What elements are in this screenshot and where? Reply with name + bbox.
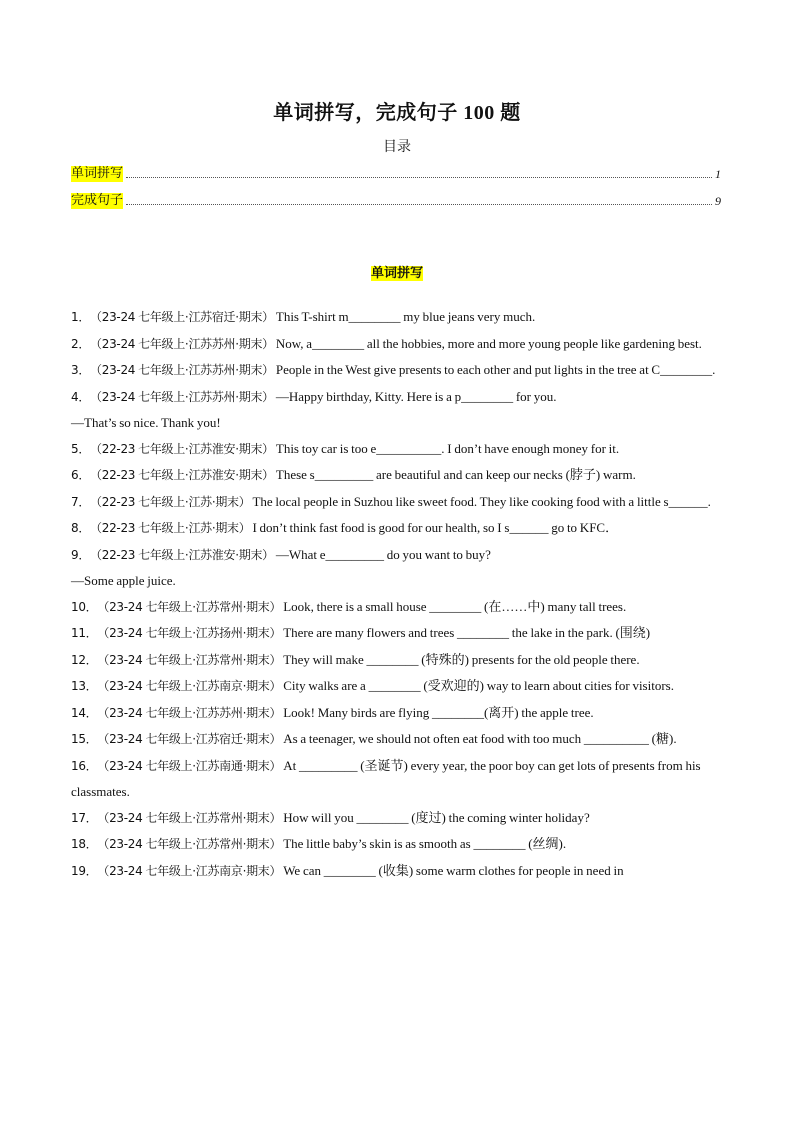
question-number: 15． xyxy=(71,732,98,746)
question-source: （23-24 七年级上·江苏常州·期末） xyxy=(103,810,282,825)
toc-item-complete-sentences[interactable] xyxy=(71,189,721,209)
document-title: 单词拼写，完成句子 100 题 xyxy=(273,102,521,124)
question-item xyxy=(71,357,723,384)
toc-item-word-spelling[interactable] xyxy=(71,162,721,182)
question-number: 18． xyxy=(71,837,98,851)
question-item xyxy=(71,489,723,516)
question-item xyxy=(71,647,723,674)
toc-item-page: 9 xyxy=(715,194,721,208)
question-item xyxy=(71,620,723,647)
question-source: （23-24 七年级上·江苏苏州·期末） xyxy=(96,336,274,351)
question-answer-line: —Some apple juice. xyxy=(71,573,176,588)
question-text: At _________ (圣诞节) every year, the poor boy can get lots of presents from his classmates. xyxy=(71,757,701,799)
question-text: There are many flowers and trees ________ the lake in the park. (围绕) xyxy=(283,625,651,640)
question-number: 11． xyxy=(71,626,98,640)
toc-dot-leader xyxy=(126,204,712,205)
question-text: The little baby’s skin is as smooth as ________ (丝绸). xyxy=(283,836,567,851)
section-heading-label: 单词拼写 xyxy=(370,266,423,281)
question-item xyxy=(71,542,723,594)
question-text: Now, a________ all the hobbies, more and more young people like gardening best. xyxy=(275,335,702,351)
question-list xyxy=(71,304,723,884)
question-source: （23-24 七年级上·江苏南京·期末） xyxy=(103,863,282,878)
question-source: （23-24 七年级上·江苏扬州·期末） xyxy=(103,626,282,640)
question-source: （23-24 七年级上·江苏苏州·期末） xyxy=(96,363,274,377)
question-source: （23-24 七年级上·江苏宿迁·期末） xyxy=(96,310,274,324)
question-number: 5． xyxy=(71,441,91,456)
question-text: This T-shirt m________ my blue jeans very much. xyxy=(275,309,536,324)
question-item xyxy=(71,726,723,753)
question-text: —Happy birthday, Kitty. Here is a p________ for you. xyxy=(275,388,557,404)
question-item xyxy=(71,673,723,700)
question-item xyxy=(71,462,723,489)
question-number: 17． xyxy=(71,810,98,825)
question-text: —What e_________ do you want to buy? xyxy=(275,546,491,562)
question-source: （22-23 七年级上·江苏·期末） xyxy=(96,521,251,535)
question-number: 7． xyxy=(71,494,91,509)
question-text: As a teenager, we should not often eat food with too much __________ (糖). xyxy=(283,731,677,746)
question-source: （23-24 七年级上·江苏常州·期末） xyxy=(103,599,282,614)
toc-item-label: 单词拼写 xyxy=(71,166,124,181)
question-source: （23-24 七年级上·江苏南通·期末） xyxy=(103,758,282,773)
question-item xyxy=(71,515,723,542)
question-item xyxy=(71,700,723,727)
question-number: 10． xyxy=(71,599,98,614)
question-text: This toy car is too e__________. I don’t have enough money for it. xyxy=(275,440,620,456)
question-text: How will you ________ (度过) the coming winter holiday? xyxy=(283,809,590,825)
question-number: 13． xyxy=(71,679,98,693)
question-number: 8． xyxy=(71,521,91,535)
question-text: I don’t think fast food is good for our health, so I s______ go to KFC． xyxy=(252,520,619,535)
question-item xyxy=(71,831,723,858)
question-text: City walks are a ________ (受欢迎的) way to learn about cities for visitors. xyxy=(283,678,674,693)
question-number: 19． xyxy=(71,863,98,878)
question-item xyxy=(71,304,723,331)
question-source: （22-23 七年级上·江苏·期末） xyxy=(96,494,251,509)
question-text: The local people in Suzhou like sweet food. They like cooking food with a little s______. xyxy=(252,493,711,509)
question-source: （22-23 七年级上·江苏淮安·期末） xyxy=(96,441,274,456)
question-text: Look, there is a small house ________ (在……中) many tall trees. xyxy=(283,598,627,614)
toc-item-page: 1 xyxy=(715,167,721,181)
question-source: （23-24 七年级上·江苏常州·期末） xyxy=(103,652,282,667)
question-number: 16． xyxy=(71,758,98,773)
question-number: 2． xyxy=(71,336,91,351)
question-item xyxy=(71,384,723,436)
question-item xyxy=(71,805,723,832)
question-number: 12． xyxy=(71,652,98,667)
question-item xyxy=(71,436,723,463)
question-number: 1． xyxy=(71,310,91,324)
question-item xyxy=(71,858,723,885)
question-answer-line: —That’s so nice. Thank you! xyxy=(71,415,221,430)
question-item xyxy=(71,594,723,621)
question-source: （23-24 七年级上·江苏常州·期末） xyxy=(103,837,282,851)
question-item xyxy=(71,753,723,805)
question-number: 14． xyxy=(71,705,98,720)
section-heading xyxy=(0,262,794,282)
toc-dot-leader xyxy=(126,177,712,178)
question-source: （23-24 七年级上·江苏苏州·期末） xyxy=(96,389,274,404)
question-text: Look! Many birds are flying ________(离开) the apple tree. xyxy=(283,704,594,720)
question-text: We can ________ (收集) some warm clothes for people in need in xyxy=(283,862,624,878)
question-source: （23-24 七年级上·江苏宿迁·期末） xyxy=(103,732,282,746)
question-number: 6． xyxy=(71,468,91,482)
question-number: 9． xyxy=(71,547,91,562)
toc-item-label: 完成句子 xyxy=(71,193,124,208)
question-text: People in the West give presents to each other and put lights in the tree at C________. xyxy=(275,362,716,377)
question-text: They will make ________ (特殊的) presents for the old people there. xyxy=(283,651,640,667)
question-item xyxy=(71,331,723,358)
question-text: These s_________ are beautiful and can keep our necks (脖子) warm. xyxy=(275,467,636,482)
question-source: （23-24 七年级上·江苏南京·期末） xyxy=(103,679,282,693)
question-source: （22-23 七年级上·江苏淮安·期末） xyxy=(96,468,274,482)
toc-heading: 目录 xyxy=(383,139,411,155)
question-source: （22-23 七年级上·江苏淮安·期末） xyxy=(96,547,274,562)
question-number: 3． xyxy=(71,363,91,377)
question-source: （23-24 七年级上·江苏苏州·期末） xyxy=(103,705,282,720)
question-number: 4． xyxy=(71,389,91,404)
